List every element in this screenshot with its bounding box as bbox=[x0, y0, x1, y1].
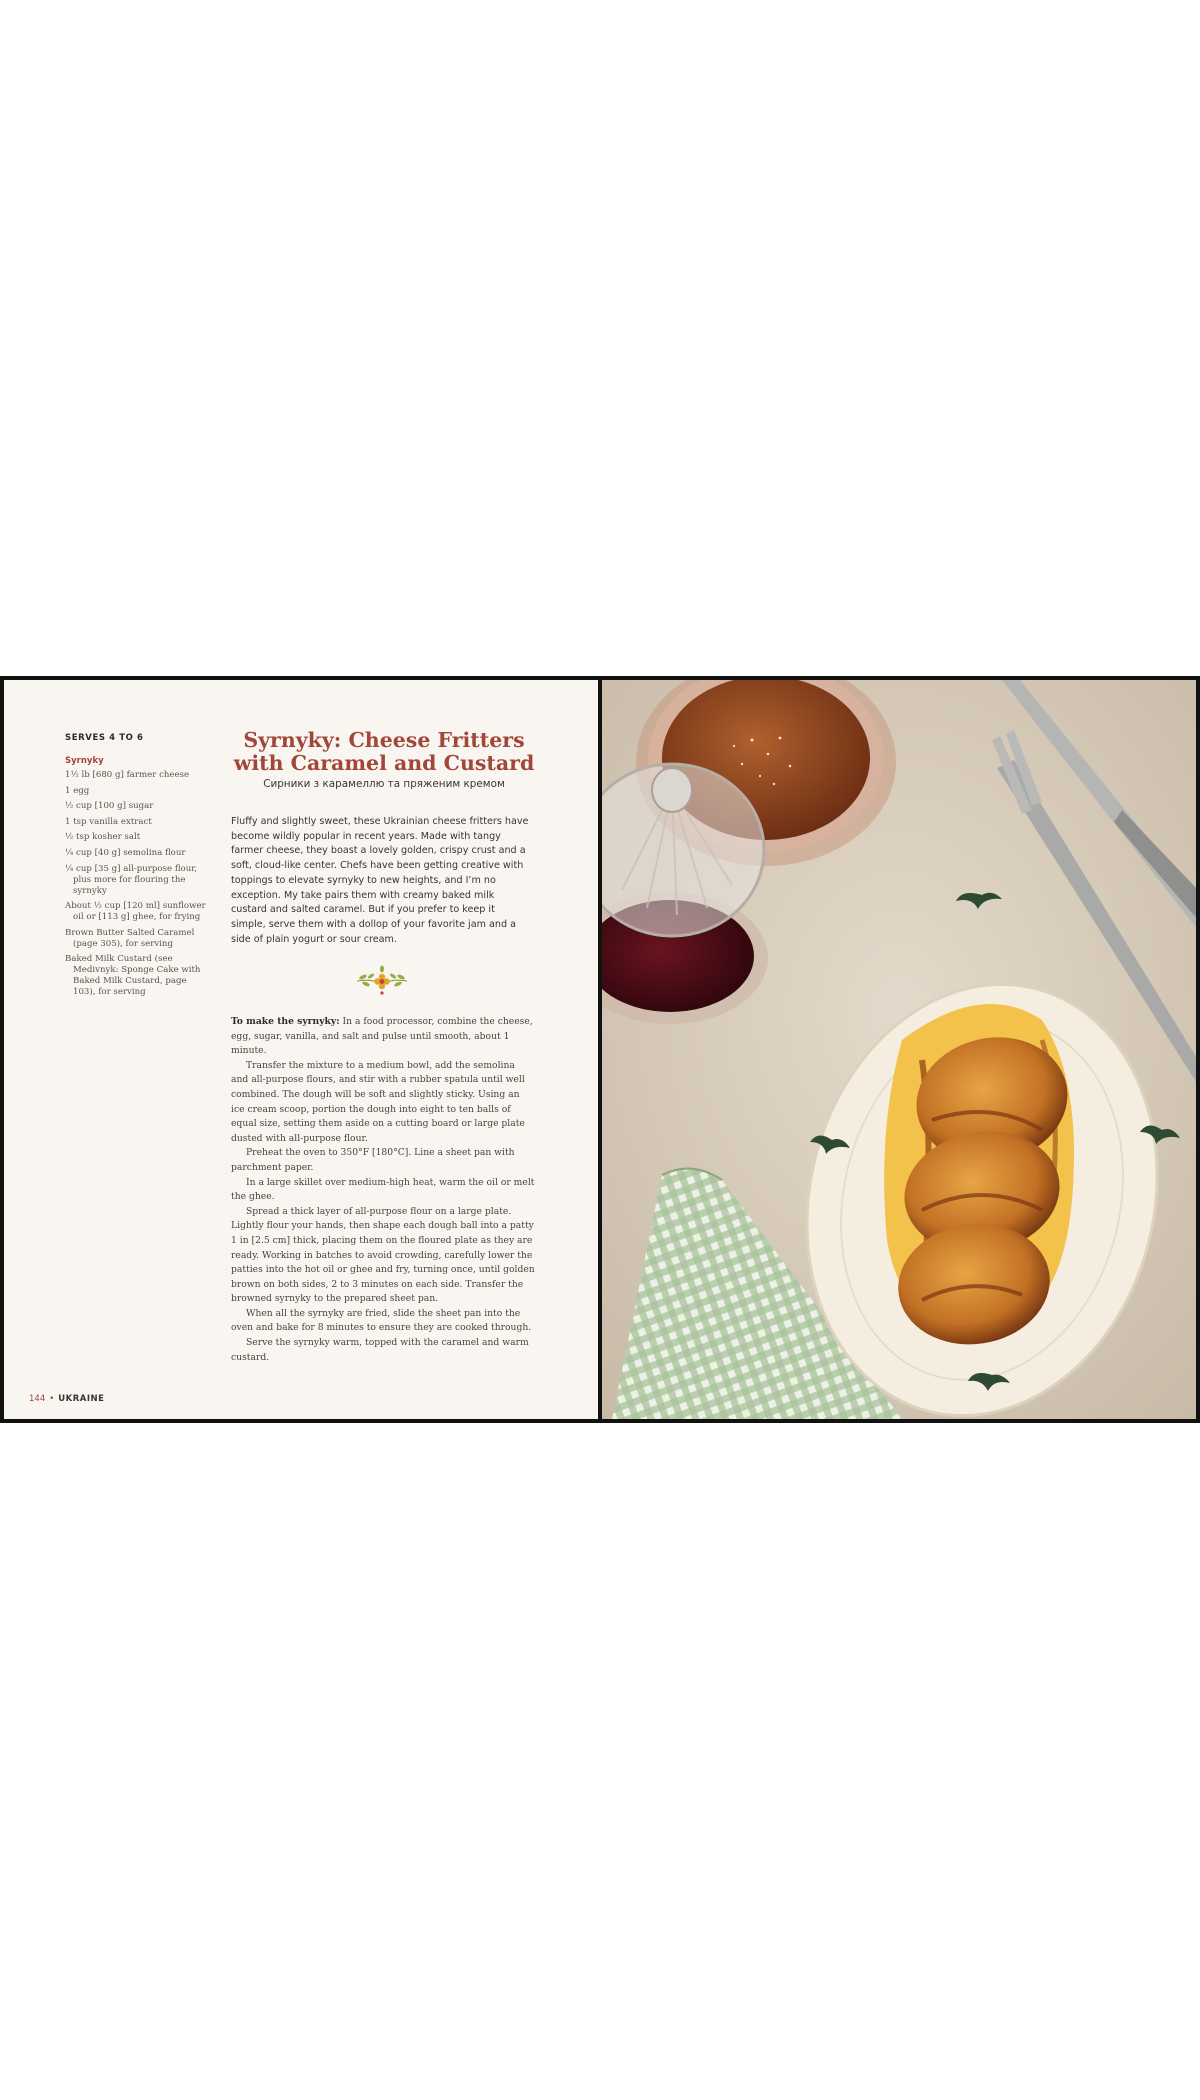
recipe-title-block bbox=[230, 729, 538, 790]
method-paragraph: In a large skillet over medium-high heat, warm the oil or melt the ghee. bbox=[231, 1176, 535, 1203]
recipe-title: Syrnyky: Cheese Fritters with Caramel and Custard bbox=[233, 728, 535, 775]
ingredient-item: ¼ cup [35 g] all-purpose flour, plus more for flouring the syrnyky bbox=[65, 863, 198, 896]
recipe-subtitle-ukrainian: Сирники з карамеллю та пряженим кремом bbox=[263, 778, 505, 790]
ingredient-list bbox=[65, 770, 208, 998]
method-paragraph bbox=[231, 1015, 535, 1059]
folio-separator: • bbox=[49, 1394, 55, 1404]
method-paragraph: When all the syrnyky are fried, slide the sheet pan into the oven and bake for 8 minutes to ensure they are cooked through. bbox=[231, 1307, 532, 1334]
recipe-method bbox=[231, 1015, 535, 1365]
ingredient-item: ½ tsp kosher salt bbox=[65, 832, 141, 843]
method-first-step: In a food processor, combine the cheese, egg, sugar, vanilla, and salt and pulse until smooth, about 1 minute. bbox=[231, 1016, 533, 1057]
ingredient-item: ½ cup [100 g] sugar bbox=[65, 801, 154, 812]
method-paragraph: Serve the syrnyky warm, topped with the caramel and warm custard. bbox=[231, 1337, 529, 1363]
recipe-intro: Fluffy and slightly sweet, these Ukrainian cheese fritters have become wildly popular in recent years. Made with tangy farmer cheese, they boast a lovely golden, crispy crust and a soft, cloud-like center. Chefs have been getting creative with toppings to elevate syrnyky to new heights, and I’m no exception. My take pairs them with creamy baked milk custard and salted caramel. But if you prefer to keep it simple, serve them with a dollop of your favorite jam and a side of plain yogurt or sour cream. bbox=[231, 816, 529, 945]
food-photo-page bbox=[602, 680, 1196, 1419]
method-paragraph: Preheat the oven to 350°F [180°C]. Line a sheet pan with parchment paper. bbox=[231, 1147, 515, 1173]
method-lead-in: To make the syrnyky: bbox=[231, 1016, 340, 1027]
serves-label: SERVES 4 TO 6 bbox=[65, 733, 144, 743]
ingredient-section-heading: Syrnyky bbox=[65, 756, 104, 766]
ingredient-item: 1 tsp vanilla extract bbox=[65, 816, 152, 827]
ingredient-item: About ½ cup [120 ml] sunflower oil or [113 g] ghee, for frying bbox=[65, 901, 206, 923]
ingredient-item: Baked Milk Custard (see Medivnyk: Sponge Cake with Baked Milk Custard, page 103), for serving bbox=[65, 954, 201, 998]
page-number: 144 bbox=[29, 1394, 46, 1404]
book-spread bbox=[0, 676, 1200, 1423]
method-paragraph: Spread a thick layer of all-purpose flour on a large plate. Lightly flour your hands, then shape each dough ball into a patty 1 in [2.5 cm] thick, placing them on the floured plate as they are ready. Working in batches to avoid crowding, carefully lower the patties into the hot oil or ghee and fry, turning once, until golden brown on both sides, 2 to 3 minutes on each side. Transfer the browned syrnyky to the prepared sheet pan. bbox=[231, 1205, 535, 1305]
floral-sprig-icon bbox=[353, 963, 411, 997]
page-folio bbox=[29, 1394, 104, 1404]
ingredient-item: ¼ cup [40 g] semolina flour bbox=[65, 847, 186, 858]
section-name: UKRAINE bbox=[58, 1394, 105, 1404]
method-paragraph: Transfer the mixture to a medium bowl, add the semolina and all-purpose flours, and stir with a rubber spatula until well combined. The dough will be soft and slightly sticky. Using an ice cream scoop, portion the dough into eight to ten balls of equal size, setting them aside on a cutting board or large plate dusted with all-purpose flour. bbox=[231, 1059, 525, 1144]
ingredients-column bbox=[65, 733, 208, 1003]
food-photo bbox=[602, 680, 1196, 1419]
ingredient-item: 1½ lb [680 g] farmer cheese bbox=[65, 770, 190, 780]
ingredient-item: 1 egg bbox=[65, 785, 90, 796]
recipe-page bbox=[4, 680, 602, 1419]
ingredient-item: Brown Butter Salted Caramel (page 305), for serving bbox=[65, 927, 195, 949]
